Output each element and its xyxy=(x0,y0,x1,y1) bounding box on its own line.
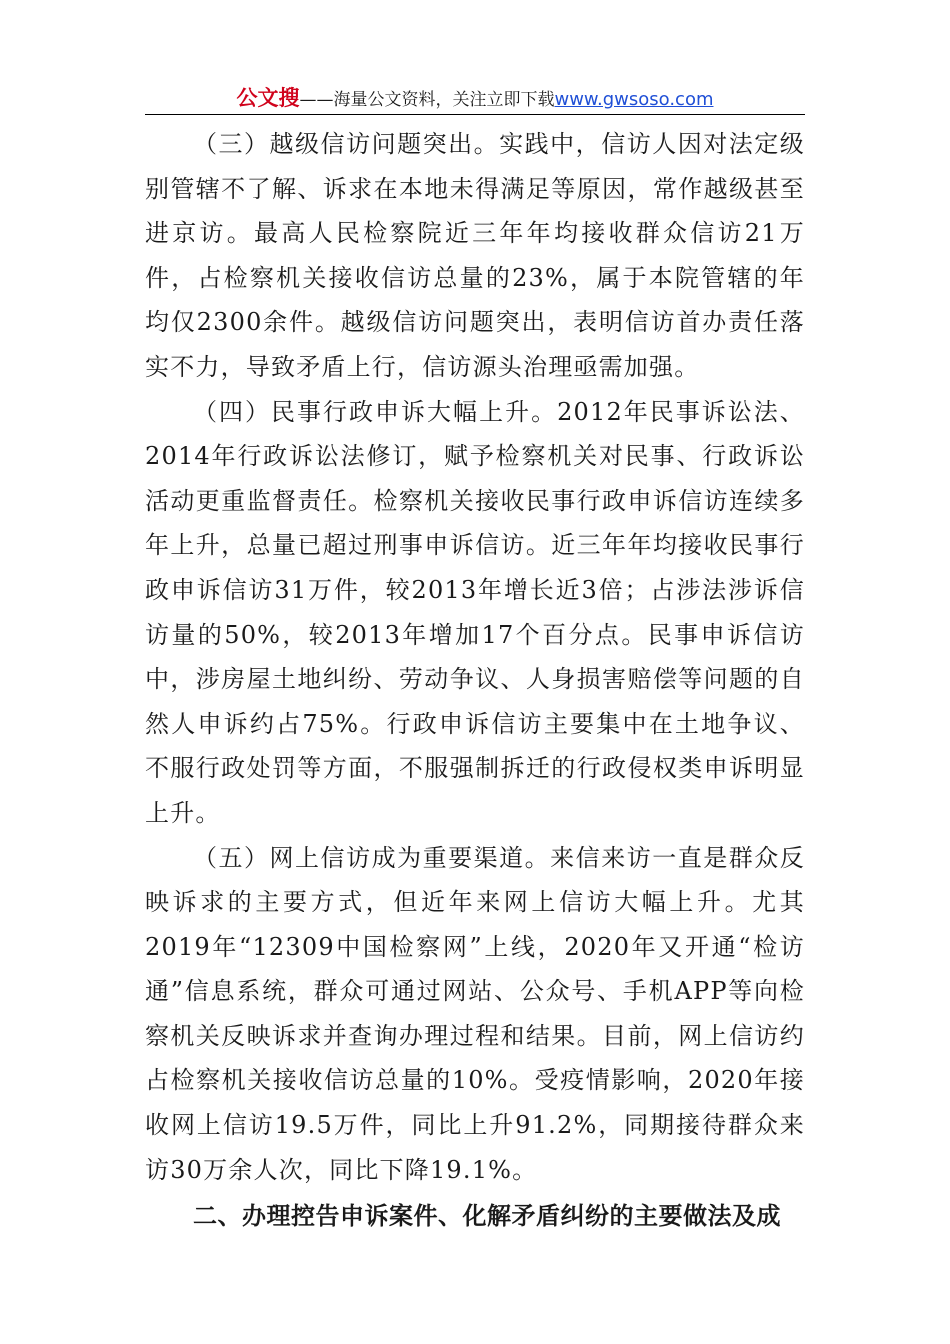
document-body xyxy=(145,122,805,1239)
brand-logo-text: 公文搜 xyxy=(236,86,300,110)
website-link[interactable]: www.gwsoso.com xyxy=(554,89,714,110)
page-header xyxy=(145,82,805,114)
paragraph-5-online-petitions: （五）网上信访成为重要渠道。来信来访一直是群众反映诉求的主要方式，但近年来网上信访大幅上升。尤其2019年“12309中国检察网”上线，2020年又开通“检访通”信息系统，群众可通过网站、公众号、手机APP等向检察机关反映诉求并查询办理过程和结果。目前，网上信访约占检察机关接收信访总量的10%。受疫情影响，2020年接收网上信访19.5万件，同比上升91.2%，同期接待群众来访30万余人次，同比下降19.1%。 xyxy=(145,843,805,1184)
paragraph-3-cross-level-petitions: （三）越级信访问题突出。实践中，信访人因对法定级别管辖不了解、诉求在本地未得满足等原因，常作越级甚至进京访。最高人民检察院近三年年均接收群众信访21万件，占检察机关接收信访总量的23%，属于本院管辖的年均仅2300余件。越级信访问题突出，表明信访首办责任落实不力，导致矛盾上行，信访源头治理亟需加强。 xyxy=(145,130,805,381)
header-tagline: ——海量公文资料，关注立即下载 xyxy=(299,90,555,110)
header-divider xyxy=(145,114,805,115)
section-heading: 二、办理控告申诉案件、化解矛盾纠纷的主要做法及成 xyxy=(193,1202,781,1231)
paragraph-4-civil-administrative-appeals: （四）民事行政申诉大幅上升。2012年民事诉讼法、2014年行政诉讼法修订，赋予检察机关对民事、行政诉讼活动更重监督责任。检察机关接收民事行政申诉信访连续多年上升，总量已超过刑事申诉信访。近三年年均接收民事行政申诉信访31万件，较2013年增长近3倍；占涉法涉诉信访量的50%，较2013年增加17个百分点。民事申诉信访中，涉房屋土地纠纷、劳动争议、人身损害赔偿等问题的自然人申诉约占75%。行政申诉信访主要集中在土地争议、不服行政处罚等方面，不服强制拆迁的行政侵权类申诉明显上升。 xyxy=(145,397,805,827)
